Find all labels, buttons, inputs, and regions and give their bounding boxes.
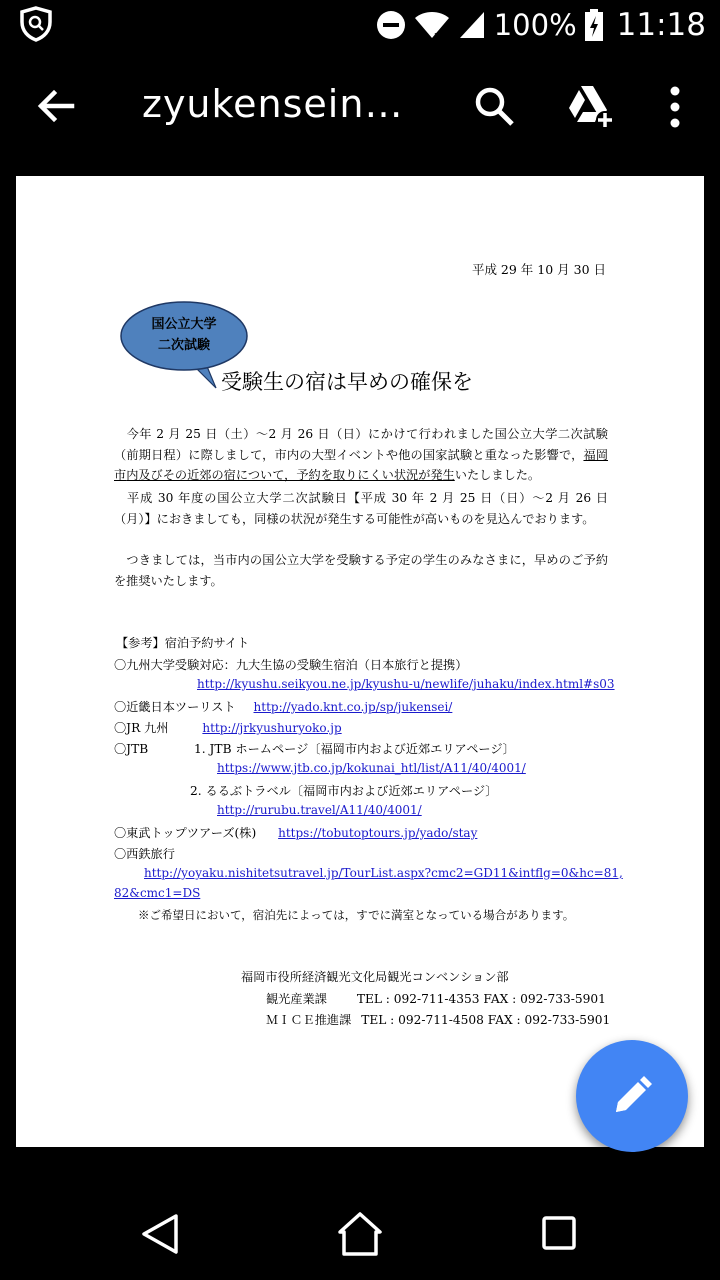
balloon-line-1: 国公立大学 bbox=[151, 317, 217, 332]
reference-heading: 【参考】宿泊予約サイト bbox=[116, 636, 250, 650]
availability-note: ※ご希望日において，宿泊先によっては，すでに満室となっている場合があります。 bbox=[138, 908, 575, 922]
kyushu-link[interactable]: http://kyushu.seikyou.ne.jp/kyushu-u/newlife/juhaku/index.html#s03 bbox=[197, 677, 615, 691]
paragraph-3: つきましては，当市内の国公立大学を受験する予定の学生のみなさまに，早めのご予約を推奨いたします。 bbox=[114, 553, 609, 588]
nishitetsu-link-2[interactable]: 82&cmc1=DS bbox=[114, 886, 201, 900]
balloon-label bbox=[120, 314, 248, 356]
document-viewer[interactable] bbox=[0, 160, 720, 1180]
tobu-link[interactable]: https://tobutoptours.jp/yado/stay bbox=[278, 826, 478, 840]
knt-label: 〇近畿日本ツーリスト bbox=[114, 700, 236, 714]
document-title: zyukensein… bbox=[142, 82, 404, 126]
more-vert-icon[interactable] bbox=[660, 84, 690, 130]
signal-icon bbox=[458, 10, 486, 40]
system-nav-bar bbox=[0, 1180, 720, 1280]
document-page[interactable] bbox=[16, 176, 704, 1147]
jtb-item-1: 1. JTB ホームページ〔福岡市内および近郊エリアページ〕 bbox=[194, 742, 515, 756]
jr-label: 〇JR 九州 bbox=[114, 721, 169, 735]
search-icon[interactable] bbox=[472, 84, 518, 130]
back-arrow-icon[interactable] bbox=[30, 80, 82, 132]
edit-fab-button[interactable] bbox=[576, 1040, 688, 1152]
svg-text:?: ? bbox=[433, 32, 440, 40]
headline: 受験生の宿は早めの確保を bbox=[221, 370, 473, 394]
balloon-line-2: 二次試験 bbox=[157, 338, 210, 353]
footer-division-2: ＭＩＣＥ推進課 bbox=[266, 1013, 352, 1027]
nav-back-icon[interactable] bbox=[138, 1212, 182, 1256]
status-bar bbox=[0, 0, 720, 50]
nishitetsu-label: 〇西鉄旅行 bbox=[114, 847, 175, 861]
wifi-icon bbox=[414, 10, 450, 40]
jr-link[interactable]: http://jrkyushuryoko.jp bbox=[202, 721, 342, 735]
nav-home-icon[interactable] bbox=[336, 1210, 384, 1258]
pencil-icon bbox=[610, 1074, 654, 1118]
clock: 11:18 bbox=[616, 7, 706, 43]
nishitetsu-link-1[interactable]: http://yoyaku.nishitetsutravel.jp/TourList.aspx?cmc2=GD11&intflg=0&hc=81, bbox=[144, 866, 623, 880]
jtb-link-2[interactable]: http://rurubu.travel/A11/40/4001/ bbox=[217, 803, 422, 817]
paragraph-2: 平成 30 年度の国公立大学二次試験日【平成 30 年 2 月 25 日（日）～2 月 26 日（月）】におきましても，同様の状況が発生する可能性が高いものを見込んでおります。 bbox=[114, 491, 609, 526]
jtb-item-2: 2. るるぶトラベル〔福岡市内および近郊エリアページ〕 bbox=[190, 784, 498, 798]
paragraph-1: 今年 2 月 25 日（土）～2 月 26 日（日）にかけて行われました国公立大学二次試験（前期日程）に際しまして，市内の大型イベントや他の国家試験と重なった影響で，福岡市内及びその近郊の宿について，予約を取りにくい状況が発生いたしました。 bbox=[114, 427, 609, 482]
footer-organization: 福岡市役所経済観光文化局観光コンベンション部 bbox=[241, 970, 509, 984]
kyushu-label: 〇九州大学受験対応：九大生協の受験生宿泊（日本旅行と提携） bbox=[114, 658, 468, 672]
jtb-link-1[interactable]: https://www.jtb.co.jp/kokunai_htl/list/A11/40/4001/ bbox=[217, 761, 526, 775]
dnd-icon bbox=[376, 10, 406, 40]
battery-charging-icon bbox=[585, 9, 603, 41]
shield-icon bbox=[18, 6, 54, 42]
battery-percent: 100% bbox=[493, 8, 577, 42]
app-bar bbox=[0, 50, 720, 160]
footer-contact-1: TEL : 092-711-4353 FAX : 092-733-5901 bbox=[356, 992, 606, 1006]
jtb-label: 〇JTB bbox=[114, 742, 149, 756]
drive-add-icon[interactable] bbox=[565, 82, 617, 130]
document-date: 平成 29 年 10 月 30 日 bbox=[471, 262, 606, 277]
tobu-label: 〇東武トップツアーズ(株) bbox=[114, 826, 257, 840]
nav-recents-icon[interactable] bbox=[540, 1214, 580, 1254]
footer-contact-2: TEL : 092-711-4508 FAX : 092-733-5901 bbox=[361, 1013, 611, 1027]
knt-link[interactable]: http://yado.knt.co.jp/sp/jukensei/ bbox=[253, 700, 453, 714]
footer-division-1: 観光産業課 bbox=[266, 992, 327, 1006]
